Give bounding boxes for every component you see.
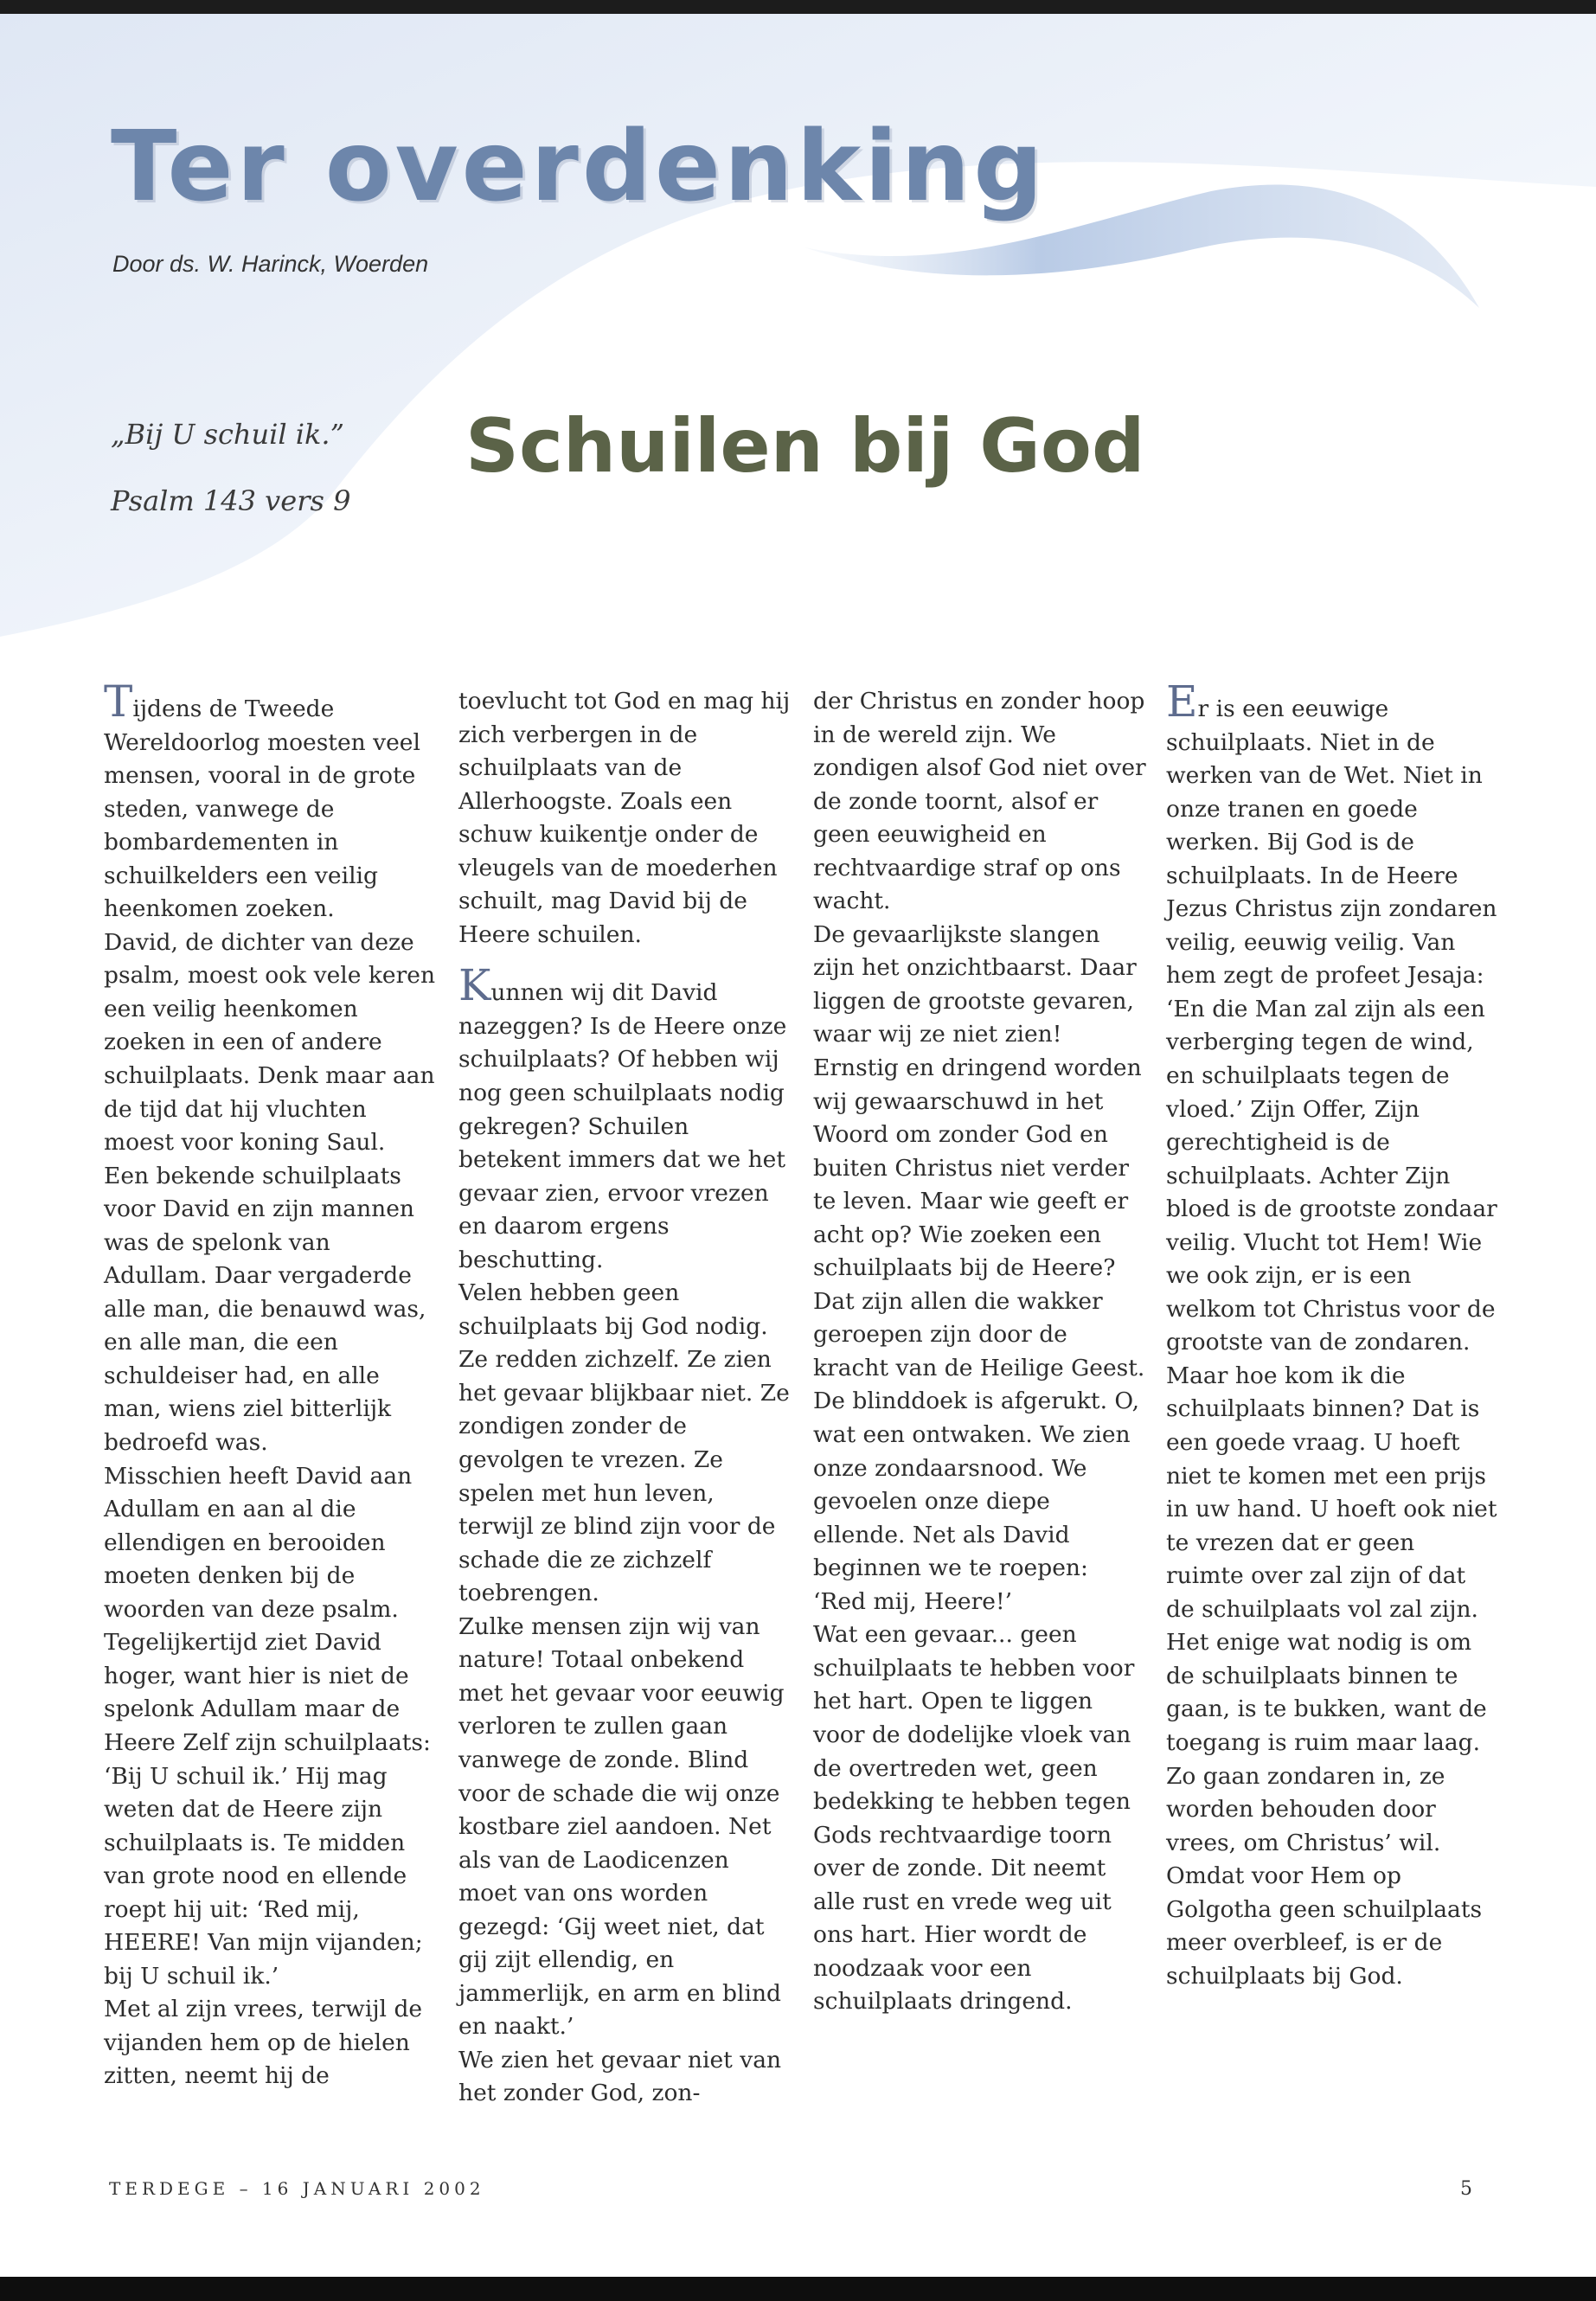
drop-cap: E xyxy=(1166,676,1198,727)
text-column-3 xyxy=(813,685,1146,2019)
article-paragraph xyxy=(104,1460,437,1994)
article-paragraph xyxy=(813,1618,1146,2019)
paragraph-text: Een bekende schuilplaats voor David en zijn mannen was de spelonk van Adullam. Daar vergaderde alle man, die benauwd was, en alle man, die een schuldeiser had, en alle man, wiens ziel bitterlijk bedroefd was. xyxy=(104,1162,426,1457)
article-paragraph xyxy=(104,1160,437,1460)
paragraph-text: David, de dichter van deze psalm, moest ook vele keren een veilig heenkomen zoeken in een of andere schuilplaats. Denk maar aan de tijd dat hij vluchten moest voor koning Saul. xyxy=(104,928,436,1157)
paragraph-text: toevlucht tot God en mag hij zich verbergen in de schuilplaats van de Allerhoogste. Zoals een schuw kuikentje onder de vleugels van de moederhen schuilt, mag David bij de Heere schuilen. xyxy=(458,688,791,948)
paragraph-text: Zulke mensen zijn wij van nature! Totaal onbekend met het gevaar voor eeuwig verloren te zullen gaan vanwege de zonde. Blind voor de schade die wij onze kostbare ziel aandoen. Net als van de Laodicenzen moet van ons worden gezegd: ‘Gij weet niet, dat gij zijt ellendig, en jammerlijk, en arm en blind en naakt.’ xyxy=(458,1612,785,2041)
text-column-4 xyxy=(1166,676,1499,1993)
article-paragraph xyxy=(813,685,1146,919)
article-paragraph xyxy=(458,2044,792,2111)
article-paragraph xyxy=(1166,1360,1499,1993)
paragraph-text: Misschien heeft David aan Adullam en aan al die ellendigen en berooiden moeten denken bij de woorden van deze psalm. Tegelijkertijd ziet David hoger, want hier is niet de spelonk Adullam maar de Heere Zelf zijn schuilplaats: ‘Bij U schuil ik.’ Hij mag weten dat de Heere zijn schuilplaats is. Te midden van grote nood en ellende roept hij uit: ‘Red mij, HEERE! Van mijn vijanden; bij U schuil ik.’ xyxy=(104,1462,431,1990)
paragraph-text: r is een eeuwige schuilplaats. Niet in de werken van de Wet. Niet in onze tranen en goede werken. Bij God is de schuilplaats. In de Heere Jezus Christus zijn zondaren veilig, eeuwig veilig. Van hem zegt de profeet Jesaja: ‘En die Man zal zijn als een verberging tegen de wind, en schuilplaats tegen de vloed.’ Zijn Offer, Zijn gerechtigheid is de schuilplaats. Achter Zijn bloed is de grootste zondaar veilig. Vlucht tot Hem! Wie we ook zijn, er is een welkom tot Christus voor de grootste van de zondaren. xyxy=(1166,695,1497,1356)
bible-reference: Psalm 143 vers 9 xyxy=(111,484,351,517)
drop-cap: T xyxy=(104,676,133,727)
article-paragraph xyxy=(458,1277,792,1610)
paragraph-text: Maar hoe kom ik die schuilplaats binnen? Dat is een goede vraag. U hoeft niet te komen met een prijs in uw hand. U hoeft ook niet te vrezen dat er geen ruimte over zal zijn of dat de schuilplaats vol zal zijn. Het enige wat nodig is om de schuilplaats binnen te gaan, is te bukken, want de toegang is ruim maar laag. Zo gaan zondaren in, ze worden behouden door vrees, om Christus’ wil. Omdat voor Hem op Golgotha geen schuilplaats meer overbleef, is er de schuilplaats bij God. xyxy=(1166,1362,1497,1990)
paragraph-text: Met al zijn vrees, terwijl de vijanden hem op de hielen zitten, neemt hij de xyxy=(104,1996,423,2090)
top-border xyxy=(0,0,1596,14)
paragraph-text: Wat een gevaar... geen schuilplaats te hebben voor het hart. Open te liggen voor de dodelijke vloek van de overtreden wet, geen bedekking te hebben tegen Gods rechtvaardige toorn over de zonde. Dit neemt alle rust en vrede weg uit ons hart. Hier wordt de noodzaak voor een schuilplaats dringend. xyxy=(813,1621,1135,2016)
article-paragraph xyxy=(458,1611,792,2044)
page-number: 5 xyxy=(1460,2178,1472,2200)
section-title: Ter overdenking xyxy=(111,111,1047,223)
paragraph-text: unnen wij dit David nazeggen? Is de Heere onze schuilplaats? Of hebben wij nog geen schuilplaats nodig gekregen? Schuilen betekent immers dat we het gevaar zien, ervoor vrezen en daarom ergens beschutting. xyxy=(458,979,787,1273)
article-paragraph xyxy=(813,919,1146,1618)
paragraph-text: De gevaarlijkste slangen zijn het onzichtbaarst. Daar liggen de grootste gevaren, waar wij ze niet zien! Ernstig en dringend worden wij gewaarschuwd in het Woord om zonder God en buiten Christus niet verder te leven. Maar wie geeft er acht op? Wie zoeken een schuilplaats bij de Heere? Dat zijn allen die wakker geroepen zijn door de kracht van de Heilige Geest. De blinddoek is afgerukt. O, wat een ontwaken. We zien onze zondaarsnood. We gevoelen onze diepe ellende. Net als David beginnen we te roepen: ‘Red mij, Heere!’ xyxy=(813,920,1145,1615)
drop-cap: K xyxy=(458,960,491,1011)
article-paragraph xyxy=(104,1993,437,2093)
paragraph-text: ijdens de Tweede Wereldoorlog moesten veel mensen, vooral in de grote steden, vanwege de bombardementen in schuilkelders een veilig heenkomen zoeken. xyxy=(104,695,420,923)
article-paragraph xyxy=(1166,676,1499,1360)
bottom-border xyxy=(0,2277,1596,2301)
article-paragraph xyxy=(104,676,437,926)
paragraph-text: der Christus en zonder hoop in de wereld zijn. We zondigen alsof God niet over de zonde toornt, alsof er geen eeuwigheid en rechtvaardige straf op ons wacht. xyxy=(813,688,1146,915)
article-paragraph xyxy=(458,960,792,1277)
text-column-2 xyxy=(458,685,792,2111)
author-byline: Door ds. W. Harinck, Woerden xyxy=(112,251,429,277)
article-paragraph xyxy=(104,926,437,1160)
article-paragraph xyxy=(458,685,792,952)
paragraph-text: We zien het gevaar niet van het zonder God, zon- xyxy=(458,2046,782,2107)
text-column-1 xyxy=(104,676,437,2093)
article-headline: Schuilen bij God xyxy=(465,403,1145,490)
paragraph-text: Velen hebben geen schuilplaats bij God nodig. Ze redden zichzelf. Ze zien het gevaar blijkbaar niet. Ze zondigen zonder de gevolgen te vrezen. Ze spelen met hun leven, terwijl ze blind zijn voor de schade die ze zichzelf toebrengen. xyxy=(458,1279,790,1607)
publication-footer: TERDEGE – 16 JANUARI 2002 xyxy=(109,2178,485,2199)
bible-quote: „Bij U schuil ik.” xyxy=(111,418,344,451)
